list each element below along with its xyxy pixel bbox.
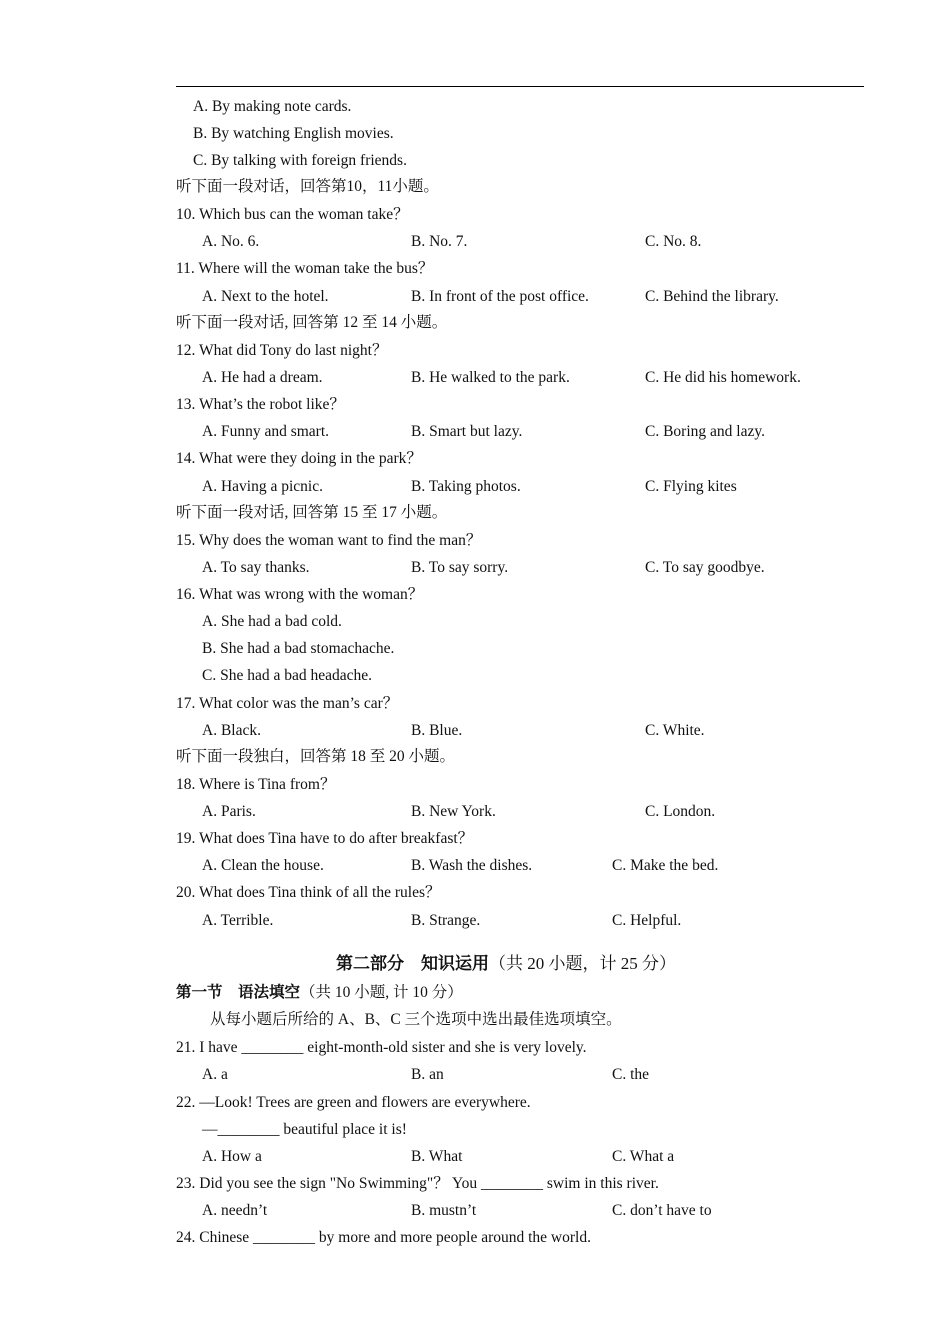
option-c: C. What a	[612, 1148, 675, 1165]
section1-heading	[176, 983, 463, 1003]
question-17: 17. What color was the man’s car？	[176, 695, 399, 712]
option-b: B. New York.	[411, 803, 496, 820]
instruction-10-11: 听下面一段对话，回答第10，11小题。	[176, 178, 439, 195]
question-24: 24. Chinese ________ by more and more people around the world.	[176, 1229, 591, 1246]
instruction-12-14: 听下面一段对话, 回答第 12 至 14 小题。	[176, 314, 448, 331]
option-line: C. By talking with foreign friends.	[193, 152, 407, 169]
option-c: C. Helpful.	[612, 912, 682, 929]
question-22: 22. —Look! Trees are green and flowers are everywhere.	[176, 1094, 531, 1111]
option-c: C. London.	[645, 803, 716, 820]
option-a: A. Clean the house.	[202, 857, 324, 874]
option-a: A. Terrible.	[202, 912, 274, 929]
part2-score: （共 20 小题，计 25 分）	[489, 954, 676, 973]
header-rule	[176, 86, 864, 87]
option-b: B. What	[411, 1148, 463, 1165]
option-c: C. the	[612, 1066, 650, 1083]
part2-title: 第二部分 知识运用	[336, 954, 489, 973]
option-a: A. He had a dream.	[202, 369, 323, 386]
option-a: A. Paris.	[202, 803, 256, 820]
option-b: B. She had a bad stomachache.	[202, 640, 395, 657]
question-15: 15. Why does the woman want to find the man？	[176, 532, 482, 549]
option-c: C. No. 8.	[645, 233, 702, 250]
question-13: 13. What’s the robot like？	[176, 396, 345, 413]
question-10: 10. Which bus can the woman take？	[176, 206, 409, 223]
section1-score: （共 10 小题, 计 10 分）	[300, 984, 463, 1001]
question-14: 14. What were they doing in the park？	[176, 450, 422, 467]
option-c: C. Boring and lazy.	[645, 423, 765, 440]
option-b: B. mustn’t	[411, 1202, 477, 1219]
option-b: B. Blue.	[411, 722, 463, 739]
option-b: B. To say sorry.	[411, 559, 509, 576]
option-b: B. Wash the dishes.	[411, 857, 533, 874]
question-19: 19. What does Tina have to do after breakfast？	[176, 830, 474, 847]
instruction-15-17: 听下面一段对话, 回答第 15 至 17 小题。	[176, 504, 448, 521]
question-22-line2: —________ beautiful place it is!	[202, 1121, 407, 1138]
option-a: A. needn’t	[202, 1202, 268, 1219]
option-line: B. By watching English movies.	[193, 125, 394, 142]
option-a: A. To say thanks.	[202, 559, 310, 576]
option-a: A. She had a bad cold.	[202, 613, 342, 630]
option-a: A. Next to the hotel.	[202, 288, 329, 305]
part2-heading	[336, 954, 676, 974]
question-18: 18. Where is Tina from？	[176, 776, 336, 793]
option-b: B. In front of the post office.	[411, 288, 589, 305]
option-a: A. Black.	[202, 722, 261, 739]
section1-instruction: 从每小题后所给的 A、B、C 三个选项中选出最佳选项填空。	[210, 1011, 622, 1028]
option-c: C. He did his homework.	[645, 369, 801, 386]
option-a: A. a	[202, 1066, 228, 1083]
question-11: 11. Where will the woman take the bus？	[176, 260, 434, 277]
option-c: C. Behind the library.	[645, 288, 779, 305]
option-a: A. How a	[202, 1148, 262, 1165]
option-c: C. Flying kites	[645, 478, 737, 495]
question-21: 21. I have ________ eight-month-old sister and she is very lovely.	[176, 1039, 587, 1056]
option-b: B. Strange.	[411, 912, 481, 929]
section1-title: 第一节 语法填空	[176, 984, 301, 1001]
option-a: A. Funny and smart.	[202, 423, 330, 440]
option-b: B. Taking photos.	[411, 478, 521, 495]
option-c: C. Make the bed.	[612, 857, 719, 874]
option-c: C. White.	[645, 722, 705, 739]
option-c: C. don’t have to	[612, 1202, 712, 1219]
instruction-18-20: 听下面一段独白，回答第 18 至 20 小题。	[176, 748, 456, 765]
option-b: B. He walked to the park.	[411, 369, 570, 386]
option-c: C. To say goodbye.	[645, 559, 765, 576]
question-20: 20. What does Tina think of all the rules？	[176, 884, 441, 901]
option-b: B. an	[411, 1066, 444, 1083]
option-b: B. No. 7.	[411, 233, 468, 250]
option-line: A. By making note cards.	[193, 98, 352, 115]
question-12: 12. What did Tony do last night？	[176, 342, 388, 359]
option-a: A. Having a picnic.	[202, 478, 323, 495]
option-c: C. She had a bad headache.	[202, 667, 373, 684]
option-b: B. Smart but lazy.	[411, 423, 523, 440]
question-16: 16. What was wrong with the woman？	[176, 586, 424, 603]
option-a: A. No. 6.	[202, 233, 260, 250]
question-23: 23. Did you see the sign "No Swimming"？ You ________ swim in this river.	[176, 1175, 659, 1192]
